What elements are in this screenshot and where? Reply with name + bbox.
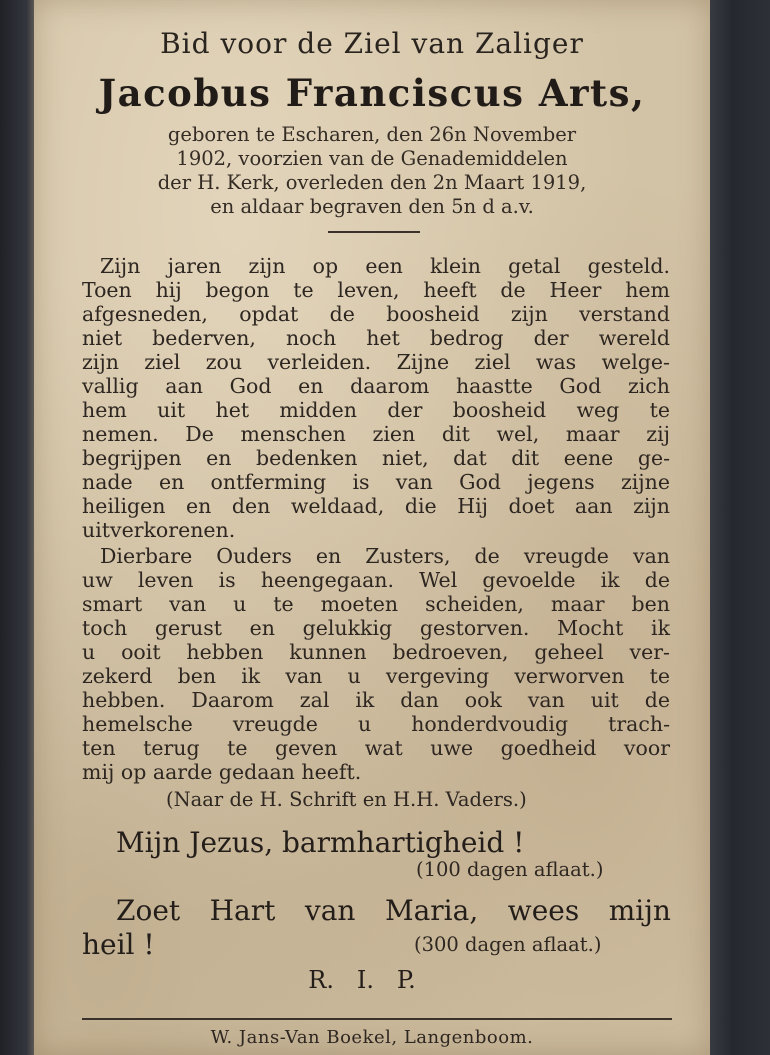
text-line: hebben. Daarom zal ik dan ook van uit de [82,688,670,712]
intro-line: geboren te Escharen, den 26n November [167,123,577,146]
prayer-word: mijn [608,894,671,927]
text-line: begrijpen en bedenken niet, dat dit eene ge- [82,446,670,470]
source-citation: (Naar de H. Schrift en H.H. Vaders.) [166,788,527,811]
text-line: ten terug te geven wat uwe goedheid voor [82,736,670,760]
bottom-rule [82,1018,672,1020]
text-line: Dierbare Ouders en Zusters, de vreugde van [100,544,670,568]
prayer-word: Hart [209,894,276,927]
text-line: vallig aan God en daarom haastte God zich [82,374,670,398]
memorial-card [34,0,710,1055]
text-line: zekerd ben ik van u vergeving verworven te [82,664,670,688]
prayer-word: wees [507,894,580,927]
right-mourning-border [708,0,770,1055]
intro-line: der H. Kerk, overleden den 2n Maart 1919, [157,171,587,194]
text-line: afgesneden, opdat de boosheid zijn verstand [82,302,670,326]
prayer-1: Mijn Jezus, barmhartigheid ! [116,826,525,859]
text-line: uitverkorenen. [82,518,236,542]
prayer-word: van [304,894,356,927]
text-line: heiligen en den weldaad, die Hij doet aan zijn [82,494,670,518]
card-heading: Bid voor de Ziel van Zaliger [160,27,584,60]
indulgence-1: (100 dagen aflaat.) [416,858,604,881]
text-line: niet bederven, noch het bedrog der wereld [82,326,670,350]
text-line: hemelsche vreugde u honderdvoudig trach- [82,712,670,736]
text-line: hem uit het midden der boosheid weg te [82,398,670,422]
short-divider [328,231,420,233]
text-line: uw leven is heengegaan. Wel gevoelde ik de [82,568,670,592]
text-line: toch gerust en gelukkig gestorven. Mocht ik [82,616,670,640]
rip-initials: R. I. P. [308,966,416,994]
prayer-2-end: heil ! [82,928,155,961]
text-line: Zijn jaren zijn op een klein getal gesteld. [100,254,670,278]
left-mourning-border [0,0,38,1055]
text-line: u ooit hebben kunnen bedroeven, geheel ver- [82,640,670,664]
text-line: zijn ziel zou verleiden. Zijne ziel was welge- [82,350,670,374]
prayer-2-line [116,894,671,927]
indulgence-2: (300 dagen aflaat.) [414,933,602,956]
intro-line: 1902, voorzien van de Genademiddelen [176,147,568,170]
deceased-name: Jacobus Franciscus Arts, [98,71,646,115]
prayer-word: Zoet [116,894,181,927]
intro-line: en aldaar begraven den 5n d a.v. [210,195,534,218]
printer-imprint: W. Jans-Van Boekel, Langenboom. [210,1027,534,1048]
text-line: mij op aarde gedaan heeft. [82,760,362,784]
prayer-word: Maria, [384,894,479,927]
text-line: nemen. De menschen zien dit wel, maar zij [82,422,670,446]
text-line: Toen hij begon te leven, heeft de Heer hem [82,278,670,302]
text-line: smart van u te moeten scheiden, maar ben [82,592,670,616]
text-line: nade en ontferming is van God jegens zijne [82,470,670,494]
